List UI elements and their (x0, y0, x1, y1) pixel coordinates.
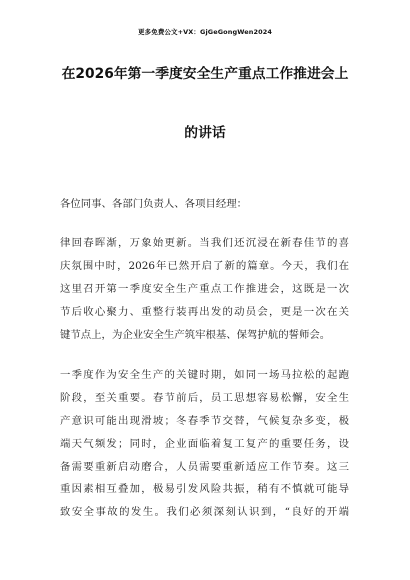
paragraph-line: 这里召开第一季度安全生产重点工作推进会，这既是一次 (60, 282, 349, 295)
salutation-text: 各位同事、各部门负责人、各项目经理： (60, 198, 248, 210)
paragraph-line: 产意识可能出现滑坡；冬春季节交替，气候复杂多变，极 (60, 414, 349, 427)
paragraph-line: 端天气频发；同时，企业面临着复工复产的重要任务，设 (60, 437, 349, 450)
paragraph-line: 备需要重新启动磨合，人员需要重新适应工作节奏。这三 (60, 460, 349, 473)
paragraph-line: 律回春晖渐，万象始更新。当我们还沉浸在新春佳节的喜 (60, 237, 349, 249)
paragraph-line: 节后收心聚力、重整行装再出发的动员会，更是一次在关 (60, 305, 349, 318)
paragraph-1 (60, 232, 349, 346)
paragraph-2 (60, 364, 349, 524)
paragraph-line: 重因素相互叠加，极易引发风险共振，稍有不慎就可能导 (60, 483, 349, 496)
paragraph-line: 庆氛围中时，2026年已然开启了新的篇章。今天，我们在 (60, 259, 349, 272)
title-line-1: 在2026年第一季度安全生产重点工作推进会上 (61, 66, 349, 82)
paragraph-line: 阶段，至关重要。春节前后，员工思想容易松懈，安全生 (60, 391, 349, 404)
paragraph-line: 致安全事故的发生。我们必须深刻认识到，“良好的开端 (60, 506, 349, 519)
header-note: 更多免费公文+VX：GjGeGongWen2024 (138, 28, 272, 36)
title-line-2: 的讲话 (184, 125, 226, 141)
paragraph-line: 键节点上，为企业安全生产筑牢根基、保驾护航的誓师会。 (60, 328, 331, 341)
document-title (30, 64, 380, 143)
paragraph-line: 一季度作为安全生产的关键时期，如同一场马拉松的起跑 (60, 369, 349, 381)
salutation (60, 193, 349, 216)
